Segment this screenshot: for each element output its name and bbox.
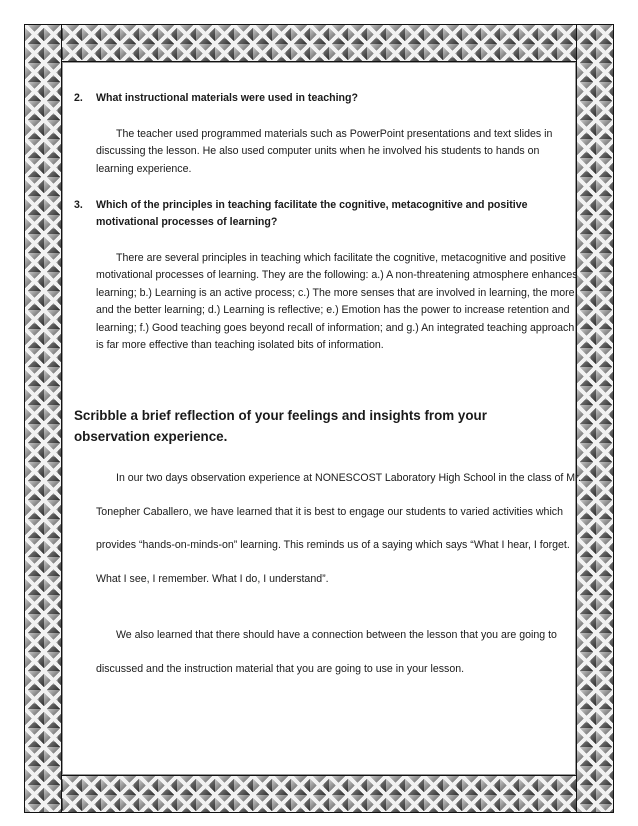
decorative-border-right [576, 24, 614, 813]
question-2 [74, 90, 568, 107]
question-text: Which of the principles in teaching facilitate the cognitive, metacognitive and positive motivational processes of learning? [96, 199, 528, 228]
answer-3: There are several principles in teaching which facilitate the cognitive, metacognitive and positive motivational processes of learning. They are the following: a.) A non-threatening atmosphere enhances learning; b.) Learning is an active process; c.) The more senses that are involved in learning, the more and the better learning; d.) Learning is reflective; e.) Emotion has the power to increase retention and learning; f.) Good teaching goes beyond recall of information; and g.) An integrated teaching approach is far more effective than teaching isolated bits of information. [96, 252, 578, 352]
question-3 [74, 197, 544, 231]
question-text: What instructional materials were used in teaching? [96, 92, 358, 104]
question-number: 2. [74, 92, 83, 104]
reflection-paragraph: We also learned that there should have a connection between the lesson that you are going to discussed and the instruction material that you are going to use in your lesson. [96, 629, 557, 675]
question-number: 3. [74, 199, 83, 211]
reflection-heading: Scribble a brief reflection of your feelings and insights from your observation experience. [74, 408, 487, 444]
decorative-border-bottom [24, 775, 614, 813]
reflection-paragraph: In our two days observation experience at NONESCOST Laboratory High School in the class of Mr. Tonepher Caballero, we have learned that it is best to engage our students to varied activities which provides “hands-on-minds-on” learning. This reminds us of a saying which says “What I hear, I forget. What I see, I remember. What I do, I understand”. [96, 472, 581, 585]
decorative-border-left [24, 24, 62, 813]
decorative-border-top [24, 24, 614, 62]
answer-2: The teacher used programmed materials such as PowerPoint presentations and text slides in discussing the lesson. He also used computer units when he involved his students to hands on learning experience. [96, 128, 553, 175]
